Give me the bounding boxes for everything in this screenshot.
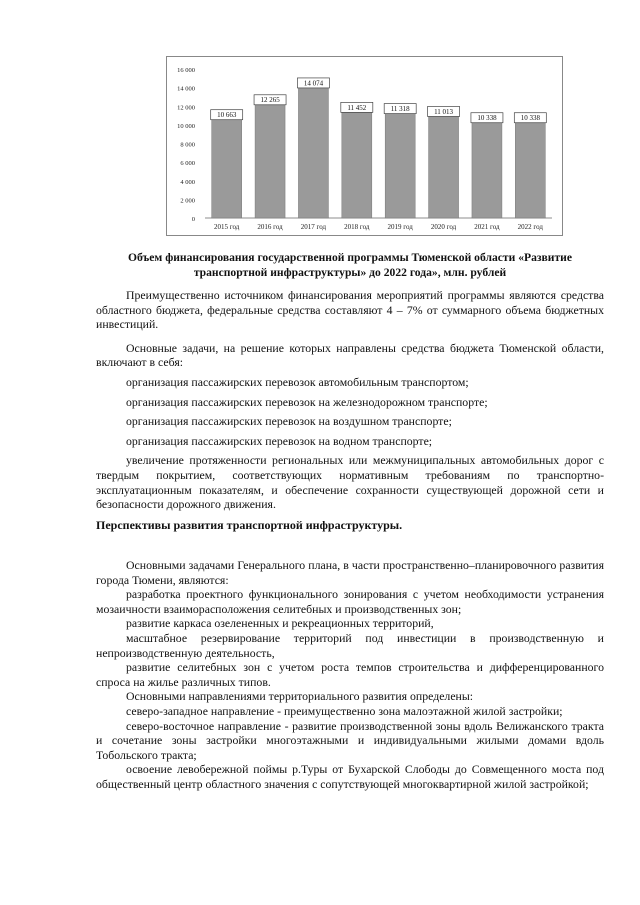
category-label: 2021 год [474,223,500,231]
list-item-rail-transport: организация пассажирских перевозок на железнодорожном транспорте; [126,394,488,409]
list-item-green-frame: развитие каркаса озелененных и рекреационных территорий, [126,616,434,631]
data-label: 10 663 [217,111,237,120]
chart-caption: Объем финансирования государственной программы Тюменской области «Развитие транспортной инфраструктуры» до 2022 года», млн. рублей [127,251,572,279]
data-label: 10 338 [520,114,540,123]
category-label: 2022 год [517,223,543,231]
list-item-water-transport: организация пассажирских перевозок на водном транспорте; [126,433,433,448]
paragraph-funding-sources: Преимущественно источником финансирования мероприятий программы являются средства областного бюджета, федеральные средства составляют 4 – 7% от суммарного объема бюджетных инвестиций. [96,288,604,332]
list-item-residential: развитие селитебных зон с учетом роста темпов строительства и дифференцированного спроса на жилье различных типов. [96,660,604,689]
y-tick-label: 10 000 [177,122,195,130]
paragraph-directions-intro: Основными направлениями территориального развития определены: [126,689,474,704]
chart-svg [167,57,562,235]
list-item-zoning: разработка проектного функционального зонирования с учетом необходимости устранения мозаичности взаиморасположения селитебных и производственных зон; [96,587,604,616]
y-tick-label: 6 000 [180,160,195,168]
data-label: 14 074 [303,79,324,88]
bar [255,104,285,218]
section-heading: Перспективы развития транспортной инфраструктуры. [96,518,403,532]
section-development-text [96,558,604,792]
list-item-reservation: масштабное резервирование территорий под инвестиции в производственную и непроизводственную деятельность, [96,630,604,660]
y-tick-label: 12 000 [177,104,195,112]
category-label: 2017 год [300,223,327,231]
category-label: 2020 год [430,223,457,231]
list-item-north-west: северо-западное направление - преимущественно зона малоэтажной жилой застройки; [126,703,563,718]
bar [472,122,502,218]
data-label: 11 318 [390,105,410,114]
section-funding-text [96,288,604,512]
data-label: 10 338 [477,114,497,123]
category-label: 2019 год [387,223,413,231]
data-label: 12 265 [260,96,280,105]
bar [342,111,372,218]
y-tick-label: 2 000 [180,197,195,205]
data-label: 11 013 [434,107,454,116]
list-item-roads: увеличение протяженности региональных или межмуниципальных автомобильных дорог с твердым покрытием, соответствующих нормативным требованиям по транспортно-эксплуатационным показателям, и обеспечение сохранности существующей дорожной сети и безопасности дорожного движения. [96,453,604,512]
list-item-air-transport: организация пассажирских перевозок на воздушном транспорте; [126,414,452,429]
category-label: 2016 год [257,223,283,231]
data-label: 11 452 [347,103,367,112]
paragraph-master-plan-tasks: Основными задачами Генерального плана, в части пространственно–планировочного развития города Тюмени, являются: [96,558,604,587]
category-label: 2018 год [344,223,370,231]
y-tick-label: 16 000 [177,67,195,74]
y-tick-label: 0 [191,216,195,223]
category-label: 2015 год [214,223,240,231]
y-tick-label: 4 000 [180,178,195,186]
bar [298,87,328,218]
y-tick-label: 14 000 [177,85,195,93]
list-item-north-east: северо-восточное направление - развитие производственной зоны вдоль Велижанского тракта и сочетание зоны застройки многоэтажными и индивидуальными жилыми домами вдоль Тобольского тракта; [96,718,604,762]
bar [212,119,242,218]
y-tick-label: 8 000 [180,141,195,149]
bar [515,122,545,218]
list-item-auto-transport: организация пассажирских перевозок автомобильным транспортом; [126,374,469,389]
bar [385,113,415,218]
funding-bar-chart [166,56,563,236]
paragraph-tasks-intro: Основные задачи, на решение которых направлены средства бюджета Тюменской области, включают в себя: [96,340,604,370]
bar [429,115,459,218]
list-item-left-bank: освоение левобережной поймы р.Туры от Бухарской Слободы до Совмещенного моста под общественный центр областного значения с сопутствующей многоквартирной жилой застройкой; [96,762,604,791]
